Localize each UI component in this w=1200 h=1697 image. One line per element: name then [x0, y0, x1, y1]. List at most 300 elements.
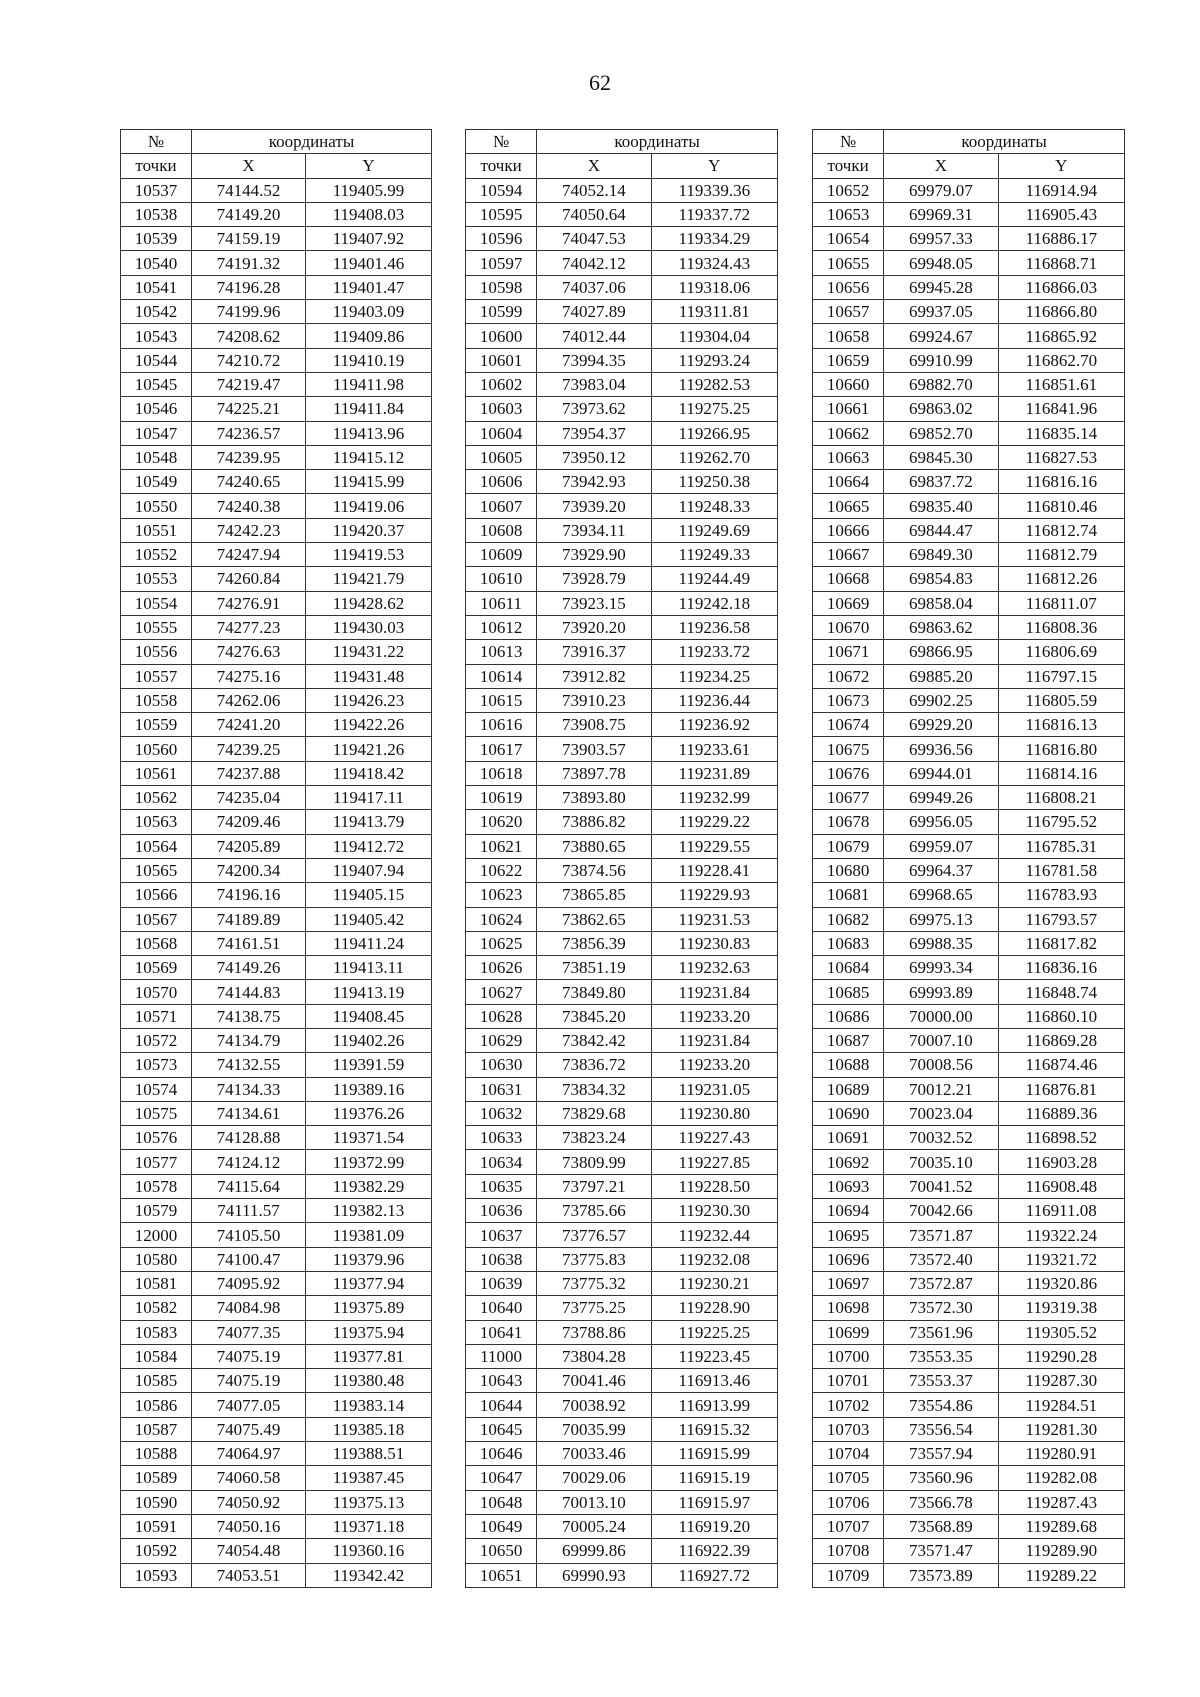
table-row: [121, 786, 432, 810]
table-row: [813, 178, 1125, 202]
table-row: [466, 1271, 778, 1295]
x-coordinate-cell: 74236.57: [192, 421, 306, 445]
point-number-cell: 10678: [813, 810, 884, 834]
x-coordinate-cell: 74200.34: [192, 858, 306, 882]
y-coordinate-cell: 119411.84: [306, 397, 432, 421]
y-coordinate-cell: 119405.99: [306, 178, 432, 202]
x-coordinate-cell: 73916.37: [537, 640, 651, 664]
point-number-cell: 10626: [466, 956, 537, 980]
point-number-cell: 10554: [121, 591, 192, 615]
x-coordinate-cell: 70038.92: [537, 1393, 651, 1417]
y-coordinate-cell: 119289.22: [998, 1563, 1124, 1587]
x-coordinate-cell: 74149.26: [192, 956, 306, 980]
table-row: [813, 1247, 1125, 1271]
point-number-cell: 10612: [466, 615, 537, 639]
x-coordinate-cell: 74060.58: [192, 1466, 306, 1490]
y-coordinate-cell: 119280.91: [998, 1442, 1124, 1466]
x-coordinate-cell: 74075.19: [192, 1344, 306, 1368]
point-number-cell: 10673: [813, 688, 884, 712]
table-row: [813, 1442, 1125, 1466]
point-number-cell: 10697: [813, 1271, 884, 1295]
point-number-cell: 10634: [466, 1150, 537, 1174]
point-number-cell: 10558: [121, 688, 192, 712]
x-coordinate-cell: 69844.47: [884, 518, 998, 542]
x-coordinate-cell: 73804.28: [537, 1344, 651, 1368]
table-row: [466, 251, 778, 275]
x-coordinate-cell: 70029.06: [537, 1466, 651, 1490]
x-coordinate-cell: 70042.66: [884, 1199, 998, 1223]
y-coordinate-cell: 116874.46: [998, 1053, 1124, 1077]
point-number-cell: 10563: [121, 810, 192, 834]
table-row: [466, 543, 778, 567]
point-number-cell: 10654: [813, 227, 884, 251]
x-coordinate-cell: 69882.70: [884, 372, 998, 396]
point-number-cell: 10643: [466, 1369, 537, 1393]
x-coordinate-cell: 73775.25: [537, 1296, 651, 1320]
y-coordinate-cell: 116805.59: [998, 688, 1124, 712]
point-number-cell: 10552: [121, 543, 192, 567]
point-number-cell: 10575: [121, 1101, 192, 1125]
table-row: [466, 883, 778, 907]
table-row: [466, 834, 778, 858]
y-coordinate-cell: 116922.39: [651, 1539, 777, 1563]
x-coordinate-cell: 74276.91: [192, 591, 306, 615]
point-number-cell: 10686: [813, 1004, 884, 1028]
table-row: [121, 1466, 432, 1490]
x-coordinate-cell: 69999.86: [537, 1539, 651, 1563]
point-number-cell: 10667: [813, 543, 884, 567]
table-row: [121, 883, 432, 907]
y-coordinate-cell: 116898.52: [998, 1126, 1124, 1150]
table-row: [813, 664, 1125, 688]
coordinates-table-2: [465, 129, 778, 1588]
point-number-cell: 10646: [466, 1442, 537, 1466]
point-number-cell: 10555: [121, 615, 192, 639]
table-row: [121, 1126, 432, 1150]
x-coordinate-cell: 74240.65: [192, 470, 306, 494]
table-row: [813, 421, 1125, 445]
point-number-cell: 10614: [466, 664, 537, 688]
x-coordinate-cell: 69866.95: [884, 640, 998, 664]
y-coordinate-cell: 116868.71: [998, 251, 1124, 275]
x-coordinate-cell: 70008.56: [884, 1053, 998, 1077]
x-coordinate-cell: 73829.68: [537, 1101, 651, 1125]
point-number-cell: 10557: [121, 664, 192, 688]
table-row: [121, 1539, 432, 1563]
table-row: [121, 227, 432, 251]
table-row: [121, 1271, 432, 1295]
table-row: [813, 834, 1125, 858]
x-coordinate-cell: 74132.55: [192, 1053, 306, 1077]
table-row: [466, 445, 778, 469]
y-coordinate-cell: 119244.49: [651, 567, 777, 591]
x-coordinate-cell: 73893.80: [537, 786, 651, 810]
x-coordinate-cell: 73874.56: [537, 858, 651, 882]
y-coordinate-cell: 119388.51: [306, 1442, 432, 1466]
x-coordinate-cell: 73950.12: [537, 445, 651, 469]
point-number-cell: 10593: [121, 1563, 192, 1587]
x-coordinate-cell: 74134.61: [192, 1101, 306, 1125]
point-number-cell: 10674: [813, 713, 884, 737]
table-row: [121, 567, 432, 591]
x-coordinate-cell: 74047.53: [537, 227, 651, 251]
point-number-cell: 10653: [813, 202, 884, 226]
x-coordinate-cell: 69858.04: [884, 591, 998, 615]
table-row: [813, 1296, 1125, 1320]
table-row: [121, 494, 432, 518]
y-coordinate-cell: 119382.29: [306, 1174, 432, 1198]
table-row: [121, 518, 432, 542]
table-row: [466, 1539, 778, 1563]
x-coordinate-cell: 69885.20: [884, 664, 998, 688]
point-number-cell: 10688: [813, 1053, 884, 1077]
x-coordinate-cell: 74241.20: [192, 713, 306, 737]
point-number-cell: 10568: [121, 931, 192, 955]
y-coordinate-cell: 116915.32: [651, 1417, 777, 1441]
point-number-cell: 10709: [813, 1563, 884, 1587]
table-row: [466, 786, 778, 810]
y-coordinate-cell: 119405.42: [306, 907, 432, 931]
table-row: [466, 494, 778, 518]
table-row: [466, 300, 778, 324]
x-coordinate-cell: 73572.40: [884, 1247, 998, 1271]
y-coordinate-cell: 119228.90: [651, 1296, 777, 1320]
point-number-cell: 10556: [121, 640, 192, 664]
table-row: [813, 1320, 1125, 1344]
no-header: №: [121, 130, 192, 154]
point-number-cell: 10553: [121, 567, 192, 591]
point-number-cell: 10630: [466, 1053, 537, 1077]
point-number-cell: 10660: [813, 372, 884, 396]
point-number-cell: 10696: [813, 1247, 884, 1271]
point-number-cell: 10623: [466, 883, 537, 907]
table-row: [813, 567, 1125, 591]
point-number-cell: 10611: [466, 591, 537, 615]
point-number-cell: 10595: [466, 202, 537, 226]
point-number-cell: 10621: [466, 834, 537, 858]
table-row: [466, 1053, 778, 1077]
table-row: [121, 1490, 432, 1514]
y-coordinate-cell: 119421.79: [306, 567, 432, 591]
table-row: [121, 445, 432, 469]
y-coordinate-cell: 119413.11: [306, 956, 432, 980]
point-number-cell: 10584: [121, 1344, 192, 1368]
table-row: [813, 275, 1125, 299]
y-coordinate-cell: 116915.99: [651, 1442, 777, 1466]
y-coordinate-cell: 119233.61: [651, 737, 777, 761]
y-coordinate-cell: 116795.52: [998, 810, 1124, 834]
x-coordinate-cell: 74050.92: [192, 1490, 306, 1514]
table-row: [121, 664, 432, 688]
table-row: [121, 1320, 432, 1344]
table-row: [813, 372, 1125, 396]
y-coordinate-cell: 119311.81: [651, 300, 777, 324]
table-row: [466, 178, 778, 202]
x-coordinate-cell: 69968.65: [884, 883, 998, 907]
y-coordinate-cell: 119337.72: [651, 202, 777, 226]
table-row: [121, 834, 432, 858]
x-coordinate-cell: 73560.96: [884, 1466, 998, 1490]
table-row: [121, 761, 432, 785]
x-coordinate-cell: 74077.35: [192, 1320, 306, 1344]
table-row: [813, 810, 1125, 834]
y-coordinate-cell: 119234.25: [651, 664, 777, 688]
y-coordinate-cell: 119428.62: [306, 591, 432, 615]
table-row: [466, 1442, 778, 1466]
point-number-cell: 10639: [466, 1271, 537, 1295]
x-coordinate-cell: 73862.65: [537, 907, 651, 931]
x-coordinate-cell: 74239.25: [192, 737, 306, 761]
table-row: [121, 543, 432, 567]
y-coordinate-cell: 119420.37: [306, 518, 432, 542]
point-number-cell: 10577: [121, 1150, 192, 1174]
x-coordinate-cell: 69959.07: [884, 834, 998, 858]
point-number-cell: 10666: [813, 518, 884, 542]
table-row: [813, 445, 1125, 469]
point-number-cell: 10545: [121, 372, 192, 396]
point-number-cell: 10546: [121, 397, 192, 421]
y-coordinate-cell: 119377.94: [306, 1271, 432, 1295]
x-coordinate-cell: 74075.19: [192, 1369, 306, 1393]
point-number-cell: 10708: [813, 1539, 884, 1563]
y-coordinate-cell: 116810.46: [998, 494, 1124, 518]
x-coordinate-cell: 73842.42: [537, 1028, 651, 1052]
y-coordinate-cell: 116913.46: [651, 1369, 777, 1393]
point-number-cell: 10662: [813, 421, 884, 445]
point-number-cell: 10680: [813, 858, 884, 882]
point-number-cell: 10641: [466, 1320, 537, 1344]
x-coordinate-cell: 73568.89: [884, 1514, 998, 1538]
point-number-cell: 12000: [121, 1223, 192, 1247]
point-number-cell: 10629: [466, 1028, 537, 1052]
point-number-cell: 10542: [121, 300, 192, 324]
point-number-cell: 10631: [466, 1077, 537, 1101]
x-coordinate-cell: 74075.49: [192, 1417, 306, 1441]
x-coordinate-cell: 69854.83: [884, 567, 998, 591]
y-coordinate-cell: 119422.26: [306, 713, 432, 737]
point-number-cell: 10549: [121, 470, 192, 494]
table-row: [121, 615, 432, 639]
table-row: [813, 251, 1125, 275]
table-row: [813, 713, 1125, 737]
no-header: №: [466, 130, 537, 154]
table-row: [813, 1199, 1125, 1223]
point-number-cell: 10599: [466, 300, 537, 324]
table-row: [121, 1442, 432, 1466]
point-number-cell: 10588: [121, 1442, 192, 1466]
table-row: [813, 1514, 1125, 1538]
point-number-cell: 10550: [121, 494, 192, 518]
x-coordinate-cell: 69993.89: [884, 980, 998, 1004]
x-coordinate-cell: 69835.40: [884, 494, 998, 518]
y-coordinate-cell: 119421.26: [306, 737, 432, 761]
table-row: [466, 324, 778, 348]
table-row: [466, 1004, 778, 1028]
table-row: [466, 1101, 778, 1125]
point-number-cell: 10627: [466, 980, 537, 1004]
x-coordinate-cell: 74054.48: [192, 1539, 306, 1563]
x-coordinate-cell: 73571.47: [884, 1539, 998, 1563]
y-coordinate-cell: 119227.43: [651, 1126, 777, 1150]
point-number-cell: 10580: [121, 1247, 192, 1271]
point-number-cell: 10618: [466, 761, 537, 785]
table-row: [813, 1223, 1125, 1247]
table-row: [121, 1514, 432, 1538]
y-coordinate-cell: 116865.92: [998, 324, 1124, 348]
point-number-cell: 10585: [121, 1369, 192, 1393]
y-coordinate-cell: 119389.16: [306, 1077, 432, 1101]
table-row: [466, 737, 778, 761]
table-row: [466, 591, 778, 615]
y-coordinate-cell: 119382.13: [306, 1199, 432, 1223]
x-coordinate-cell: 69988.35: [884, 931, 998, 955]
y-coordinate-cell: 119375.13: [306, 1490, 432, 1514]
table-row: [121, 1417, 432, 1441]
y-coordinate-cell: 116908.48: [998, 1174, 1124, 1198]
y-coordinate-cell: 119407.94: [306, 858, 432, 882]
y-coordinate-cell: 119249.69: [651, 518, 777, 542]
point-number-cell: 10647: [466, 1466, 537, 1490]
y-coordinate-cell: 119407.92: [306, 227, 432, 251]
y-coordinate-cell: 116841.96: [998, 397, 1124, 421]
y-coordinate-cell: 119372.99: [306, 1150, 432, 1174]
table-row: [121, 1344, 432, 1368]
table-row: [121, 1247, 432, 1271]
x-coordinate-cell: 74144.83: [192, 980, 306, 1004]
y-coordinate-cell: 119413.79: [306, 810, 432, 834]
y-coordinate-cell: 119266.95: [651, 421, 777, 445]
table-row: [121, 1199, 432, 1223]
table-row: [466, 1247, 778, 1271]
x-coordinate-cell: 73856.39: [537, 931, 651, 955]
table-row: [121, 470, 432, 494]
point-number-cell: 10651: [466, 1563, 537, 1587]
x-coordinate-cell: 70012.21: [884, 1077, 998, 1101]
x-coordinate-cell: 74199.96: [192, 300, 306, 324]
table-row: [813, 858, 1125, 882]
x-coordinate-cell: 69863.62: [884, 615, 998, 639]
x-coordinate-cell: 74191.32: [192, 251, 306, 275]
header-row-1: [121, 130, 432, 154]
x-coordinate-cell: 74144.52: [192, 178, 306, 202]
x-coordinate-cell: 74240.38: [192, 494, 306, 518]
y-coordinate-cell: 119275.25: [651, 397, 777, 421]
table-row: [121, 421, 432, 445]
point-number-cell: 10669: [813, 591, 884, 615]
point-header: точки: [121, 154, 192, 178]
point-number-cell: 10637: [466, 1223, 537, 1247]
table-row: [121, 1101, 432, 1125]
x-coordinate-cell: 69948.05: [884, 251, 998, 275]
x-coordinate-cell: 73785.66: [537, 1199, 651, 1223]
point-number-cell: 10601: [466, 348, 537, 372]
x-coordinate-cell: 69945.28: [884, 275, 998, 299]
point-number-cell: 10598: [466, 275, 537, 299]
table-row: [121, 202, 432, 226]
point-number-cell: 10548: [121, 445, 192, 469]
y-coordinate-cell: 116817.82: [998, 931, 1124, 955]
y-coordinate-cell: 119282.53: [651, 372, 777, 396]
point-number-cell: 10616: [466, 713, 537, 737]
y-coordinate-cell: 119401.46: [306, 251, 432, 275]
y-coordinate-cell: 119431.22: [306, 640, 432, 664]
point-number-cell: 10592: [121, 1539, 192, 1563]
point-number-cell: 10560: [121, 737, 192, 761]
point-number-cell: 10691: [813, 1126, 884, 1150]
header-row-1: [813, 130, 1125, 154]
point-number-cell: 10699: [813, 1320, 884, 1344]
point-number-cell: 10644: [466, 1393, 537, 1417]
point-number-cell: 10605: [466, 445, 537, 469]
point-number-cell: 10668: [813, 567, 884, 591]
x-coordinate-cell: 69910.99: [884, 348, 998, 372]
x-coordinate-cell: 73851.19: [537, 956, 651, 980]
x-coordinate-cell: 74111.57: [192, 1199, 306, 1223]
x-coordinate-cell: 70007.10: [884, 1028, 998, 1052]
table-row: [813, 1369, 1125, 1393]
table-row: [121, 931, 432, 955]
x-coordinate-cell: 74189.89: [192, 907, 306, 931]
y-coordinate-cell: 119236.58: [651, 615, 777, 639]
table-row: [466, 1563, 778, 1587]
table-row: [813, 591, 1125, 615]
table-row: [466, 1369, 778, 1393]
point-number-cell: 10681: [813, 883, 884, 907]
y-coordinate-cell: 119430.03: [306, 615, 432, 639]
point-number-cell: 10632: [466, 1101, 537, 1125]
point-number-cell: 10622: [466, 858, 537, 882]
x-coordinate-cell: 74012.44: [537, 324, 651, 348]
x-coordinate-cell: 73554.86: [884, 1393, 998, 1417]
table-row: [813, 1271, 1125, 1295]
x-coordinate-cell: 73788.86: [537, 1320, 651, 1344]
point-number-cell: 10543: [121, 324, 192, 348]
point-number-cell: 10613: [466, 640, 537, 664]
table-row: [466, 956, 778, 980]
table-row: [813, 907, 1125, 931]
y-header: Y: [651, 154, 777, 178]
y-coordinate-cell: 119321.72: [998, 1247, 1124, 1271]
coords-header: координаты: [884, 130, 1125, 154]
point-number-cell: 10698: [813, 1296, 884, 1320]
table-row: [466, 567, 778, 591]
y-coordinate-cell: 119231.89: [651, 761, 777, 785]
y-coordinate-cell: 119383.14: [306, 1393, 432, 1417]
table-row: [121, 688, 432, 712]
x-coordinate-cell: 74050.16: [192, 1514, 306, 1538]
point-number-cell: 10675: [813, 737, 884, 761]
y-coordinate-cell: 116860.10: [998, 1004, 1124, 1028]
table-row: [466, 688, 778, 712]
header-row-2: [121, 154, 432, 178]
y-coordinate-cell: 116915.19: [651, 1466, 777, 1490]
table-row: [466, 1223, 778, 1247]
y-coordinate-cell: 119381.09: [306, 1223, 432, 1247]
table-row: [813, 518, 1125, 542]
point-number-cell: 10695: [813, 1223, 884, 1247]
y-coordinate-cell: 119411.24: [306, 931, 432, 955]
y-coordinate-cell: 116806.69: [998, 640, 1124, 664]
y-header: Y: [998, 154, 1124, 178]
table-row: [466, 227, 778, 251]
table-row: [813, 931, 1125, 955]
point-number-cell: 10559: [121, 713, 192, 737]
point-number-cell: 10656: [813, 275, 884, 299]
y-coordinate-cell: 119375.89: [306, 1296, 432, 1320]
table-row: [466, 1199, 778, 1223]
point-number-cell: 10566: [121, 883, 192, 907]
point-number-cell: 10607: [466, 494, 537, 518]
